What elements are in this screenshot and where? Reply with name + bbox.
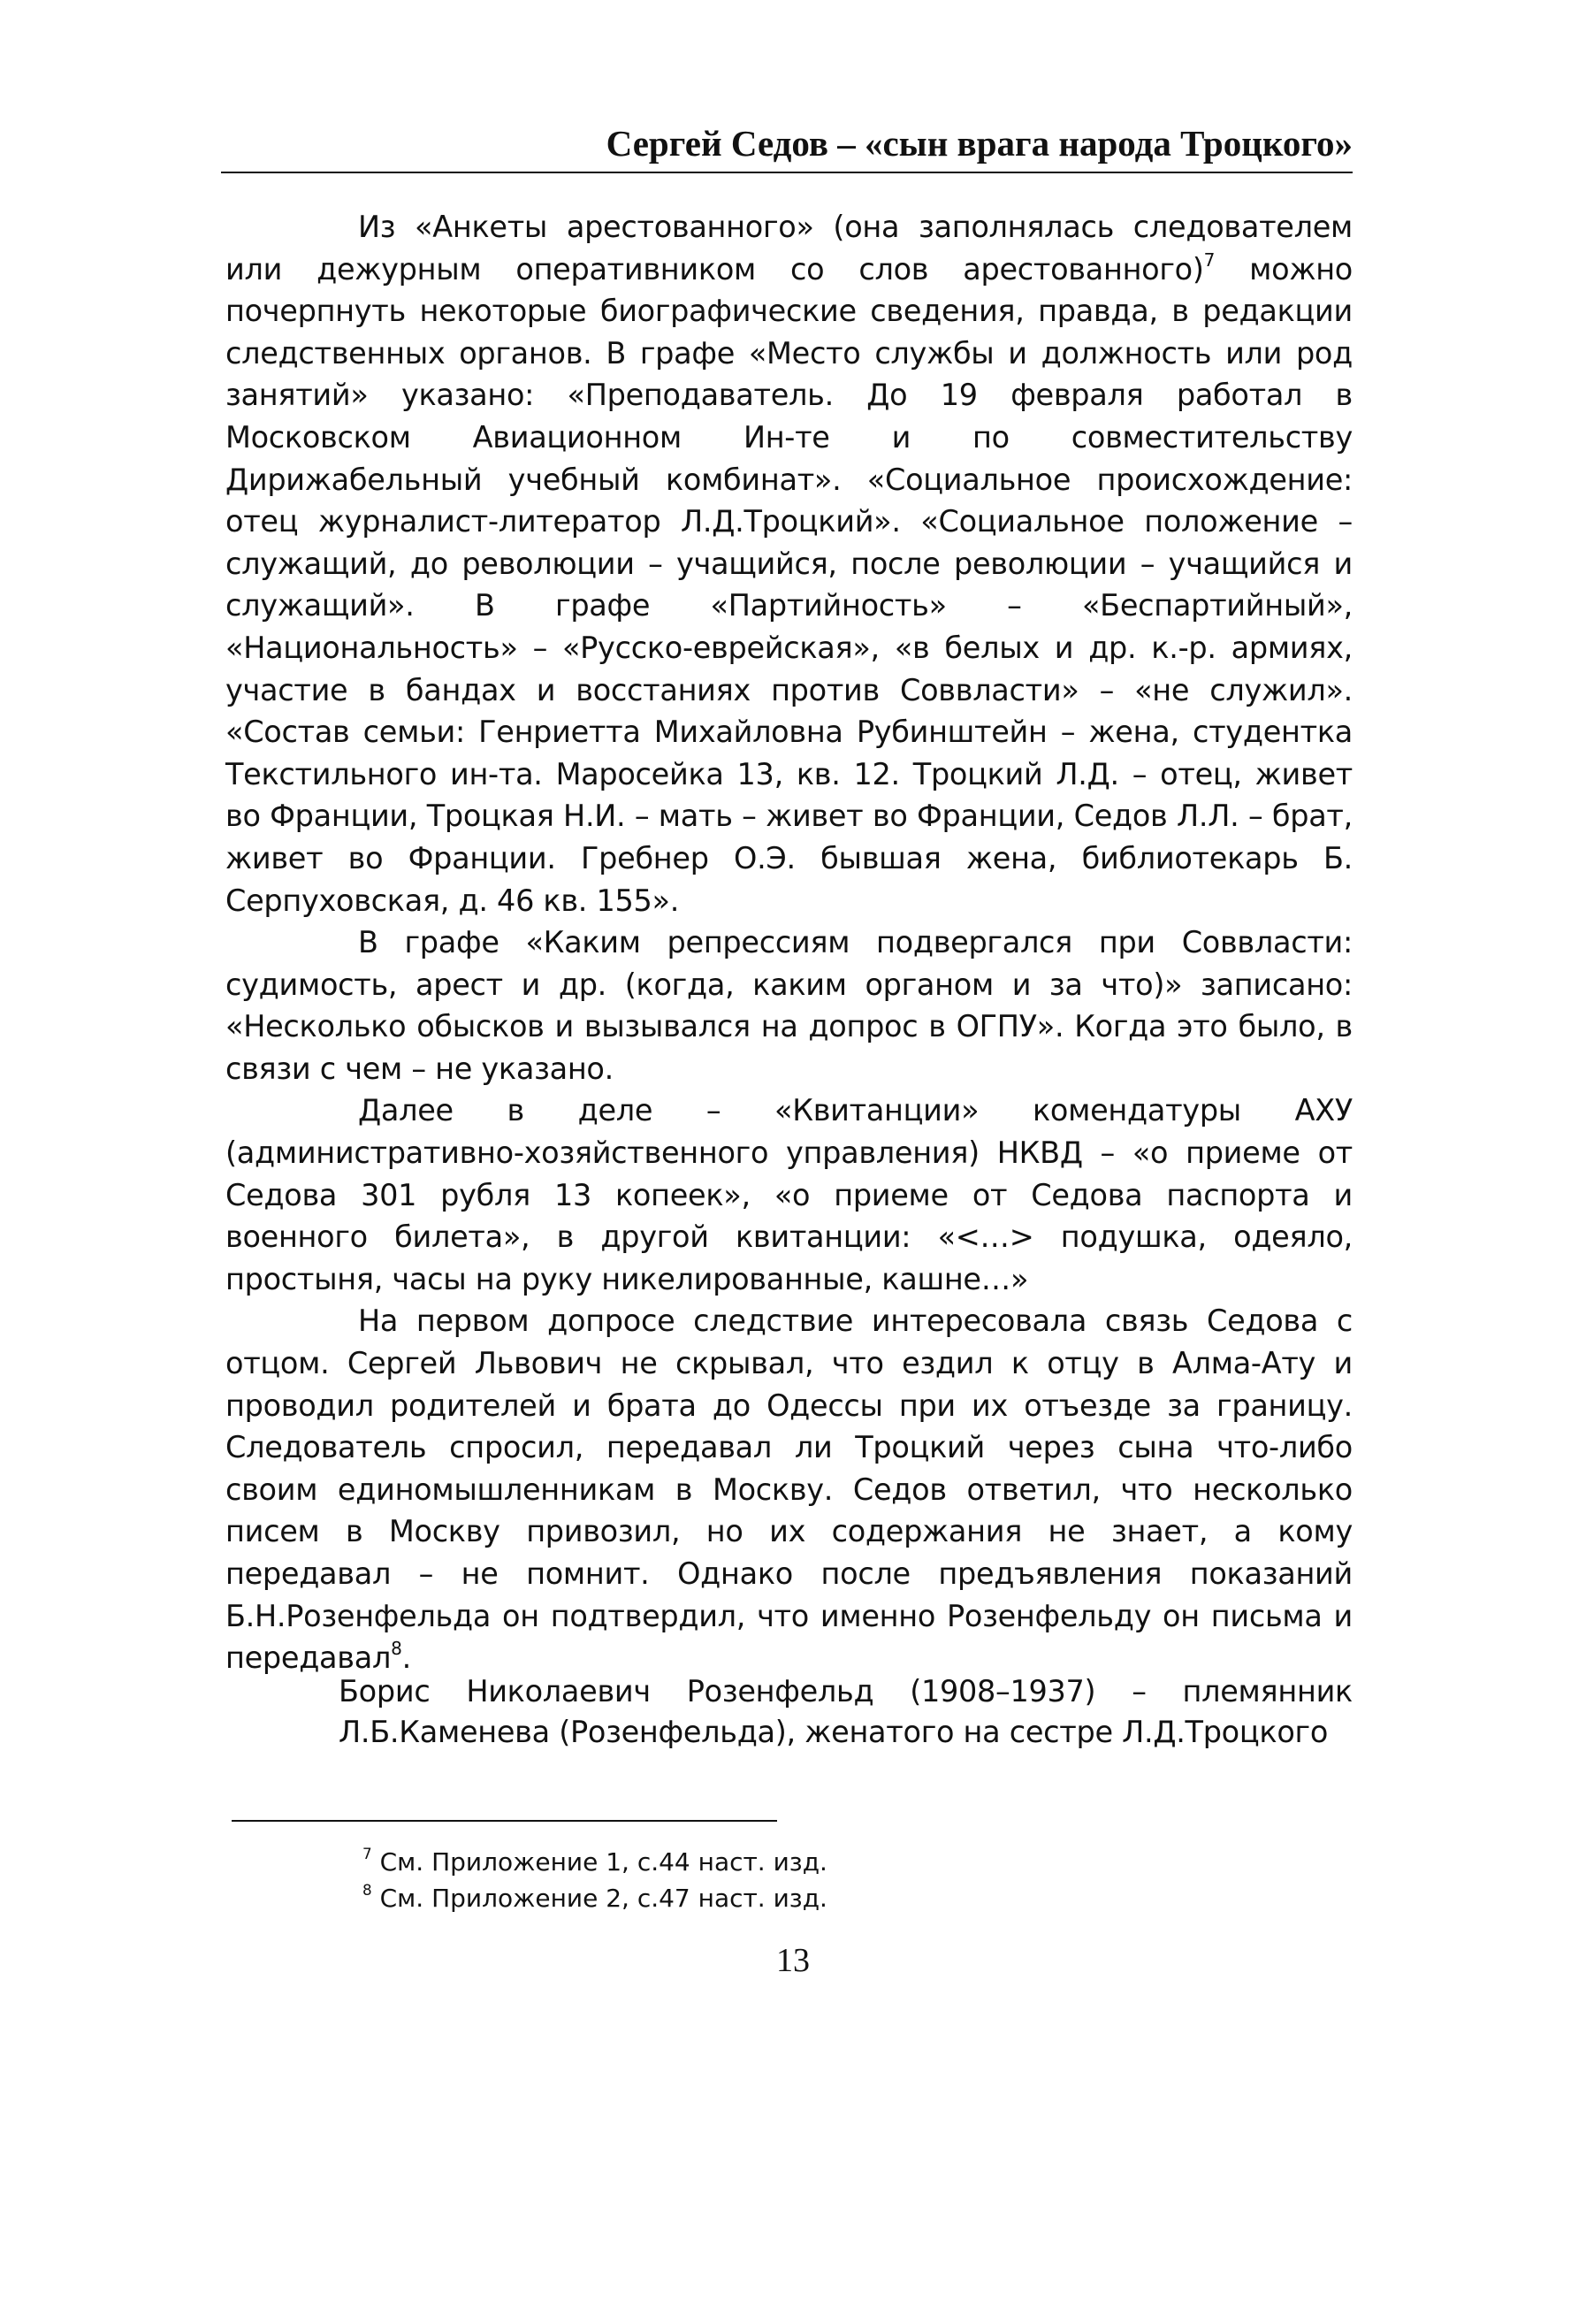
main-text	[225, 206, 1353, 1679]
footnote-number: 7	[362, 1845, 372, 1863]
paragraph-1	[225, 206, 1353, 921]
bio-paragraph: Борис Николаевич Розенфельд (1908–1937) – племянник Л.Б.Каменева (Розенфельда), женатого на сестре Л.Д.Троцкого	[339, 1674, 1353, 1749]
footnote-text: См. Приложение 2, с.47 наст. изд.	[371, 1884, 827, 1913]
paragraph-4-part-a: На первом допросе следствие интересовала связь Седова с отцом. Сергей Львович не скрывал, что ездил к отцу в Алма-Ату и проводил родителей и брата до Одессы при их отъезде за границу. Следователь спросил, передавал ли Троцкий через сына что-либо своим единомышленникам в Москву. Седов ответил, что несколько писем в Москву привозил, но их содержания не знает, а кому передавал – не помнит. Однако после предъявления показаний Б.Н.Розенфельда он подтвердил, что именно Розенфельду он письма и передавал	[225, 1303, 1353, 1676]
paragraph-1-part-a: Из «Анкеты арестованного» (она заполнялась следователем или дежурным оперативником со слов арестованного)	[225, 210, 1353, 287]
bio-note	[339, 1671, 1353, 1753]
footnote-text: См. Приложение 1, с.44 наст. изд.	[371, 1847, 827, 1877]
footnote-number: 8	[362, 1881, 372, 1900]
footnote-8	[362, 1880, 1158, 1916]
footnotes	[362, 1844, 1158, 1916]
paragraph-2: В графе «Каким репрессиям подвергался при Соввласти: судимость, арест и др. (когда, каким органом и за что)» записано: «Несколько обысков и вызывался на допрос в ОГПУ». Когда это было, в связи с чем – не указано.	[225, 925, 1353, 1086]
page-number: 13	[776, 1942, 810, 1979]
paragraph-4-part-b: .	[401, 1640, 411, 1676]
footnote-ref-7[interactable]: 7	[1203, 248, 1216, 271]
paragraph-3: Далее в деле – «Квитанции» комендатуры АХУ (административно-хозяйственного управления) НКВД – «о приеме от Седова 301 рубля 13 копеек», «о приеме от Седова паспорта и военного билета», в другой квитанции: «<…> подушка, одеяло, простыня, часы на руку никелированные, кашне…»	[225, 1093, 1353, 1296]
footnote-7	[362, 1844, 1158, 1880]
running-header: Сергей Седов – «сын врага народа Троцкого»	[221, 120, 1353, 173]
footnote-separator	[232, 1820, 777, 1822]
paragraph-4	[225, 1300, 1353, 1678]
paragraph-1-part-b: можно почерпнуть некоторые биографические сведения, правда, в редакции следственных органов. В графе «Место службы и должность или род занятий» указано: «Преподаватель. До 19 февраля работал в Московском Авиационном Ин-те и по совместительству Дирижабельный учебный комбинат». «Социальное происхождение: отец журналист-литератор Л.Д.Троцкий». «Социальное положение – служащий, до революции – учащийся, после революции – учащийся и служащий». В графе «Партийность» – «Беспартийный», «Национальность» – «Русско-еврейская», «в белых и др. к.-р. армиях, участие в бандах и восстаниях против Соввласти» – «не служил». «Состав семьи: Генриетта Михайловна Рубинштейн – жена, студентка Текстильного ин-та. Маросейка 13, кв. 12. Троцкий Л.Д. – отец, живет во Франции, Троцкая Н.И. – мать – живет во Франции, Седов Л.Л. – брат, живет во Франции. Гребнер О.Э. бывшая жена, библиотекарь Б. Серпуховская, д. 46 кв. 155».	[225, 251, 1353, 918]
footnote-ref-8[interactable]: 8	[391, 1638, 402, 1660]
